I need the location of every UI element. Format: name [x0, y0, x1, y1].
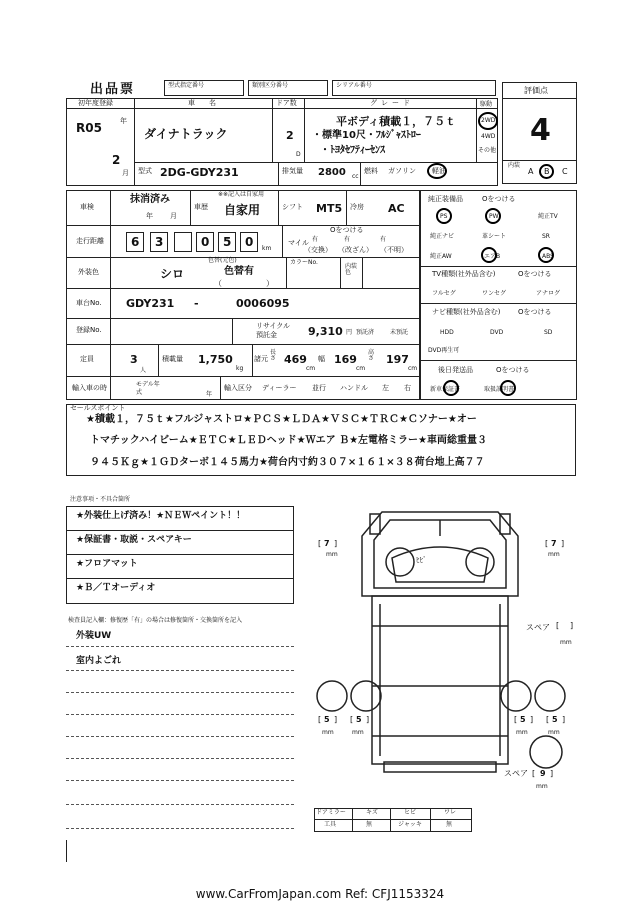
- mileage-digit: 5: [223, 235, 232, 249]
- class-label: 類別区分番号: [252, 82, 289, 89]
- model-cert-label: 型式指定番号: [168, 82, 205, 89]
- color-value: シロ: [160, 267, 185, 281]
- drive-label: 駆動: [480, 101, 493, 108]
- mileage-digit: 0: [201, 235, 210, 249]
- note-item: ★フロアマット: [76, 559, 138, 569]
- manual-circle: [500, 380, 516, 396]
- form-title: 出品票: [90, 82, 136, 97]
- note-item: ★保証書・取説・スペアキー: [76, 535, 192, 545]
- notes-label: 注意事項・不具合箇所: [70, 496, 131, 503]
- inspector-label: 検査員記入欄：修復歴「有」の場合は修復箇所・交換箇所を記入: [68, 617, 243, 624]
- truck-diagram: [300, 496, 580, 806]
- airbag-circle: [481, 247, 497, 263]
- drive-circle-mark: [478, 112, 498, 130]
- model-label: 型式: [138, 167, 152, 175]
- mileage-digit: 6: [131, 235, 140, 249]
- fuel-label: 燃料: [364, 167, 378, 175]
- grade-line-2: ・標準10尺・ﾌﾙｼﾞｬｽﾄﾛｰ: [312, 130, 421, 141]
- inspection-label: 車検: [80, 203, 94, 211]
- tire-fr: 7: [551, 539, 557, 548]
- first-reg-month: 2: [112, 153, 121, 167]
- tire-rl-1: 5: [324, 715, 330, 724]
- fuel-circle-mark: [427, 163, 447, 179]
- ps-circle: [436, 208, 452, 224]
- car-name-label: 車名: [188, 99, 230, 107]
- model-value: 2DG-GDY231: [160, 166, 239, 179]
- inspection-value: 抹消済み: [130, 194, 170, 205]
- length-value: 469: [284, 353, 307, 366]
- car-name: ダイナトラック: [144, 127, 228, 141]
- sales-line-3: ９４５Ｋｇ★１ＧＤターボ１４５馬力★荷台内寸約３０７×１６１×３８荷台地上高７７: [90, 457, 485, 468]
- footer-watermark: www.CarFromJapan.com Ref: CFJ1153324: [195, 887, 445, 901]
- capacity-value: 3: [130, 353, 138, 366]
- height-value: 197: [386, 353, 409, 366]
- import-label: 輸入車の時: [72, 384, 107, 392]
- mileage-label: 走行距離: [76, 237, 104, 245]
- tire-rr-2: 5: [552, 715, 558, 724]
- tire-fl: 7: [324, 539, 330, 548]
- mileage-digit: 0: [245, 235, 254, 249]
- front-damage-label: ﾋﾋﾞ: [416, 556, 427, 564]
- serial-label: シリアル番号: [336, 82, 372, 89]
- grade-label: グレード: [370, 99, 414, 107]
- width-value: 169: [334, 353, 357, 366]
- tire-rr-1: 5: [520, 715, 526, 724]
- capacity-label: 定員: [80, 355, 94, 363]
- shift-value: MT5: [316, 202, 343, 215]
- first-reg-label: 初年度登録: [78, 99, 113, 107]
- reg-label: 登録No.: [76, 326, 102, 334]
- doors-value: 2: [286, 129, 294, 142]
- sales-line-2: トマチックハイビーム★ＥＴＣ★ＬＥＤヘッド★Ｗエア Ｂ★左電格ミラー★車両総重量３: [90, 435, 488, 446]
- interior-grade-circle: [539, 164, 554, 179]
- chassis-number: 0006095: [236, 297, 290, 310]
- tire-rl-2: 5: [356, 715, 362, 724]
- color-change: 色替有: [224, 266, 254, 277]
- spare-tire-value: 9: [540, 769, 546, 778]
- note-item: ★外装仕上げ済み！★ＮＥＷペイント！！: [76, 511, 246, 521]
- sales-line-1: ★積載１，７５ｔ★フルジャストロ★ＰＣＳ★ＬＤＡ★ＶＳＣ★ＴＲＣ★Ｃソナー★オー: [86, 414, 477, 425]
- abs-circle: [538, 247, 554, 263]
- pw-circle: [485, 208, 501, 224]
- chassis-model: GDY231: [126, 297, 175, 310]
- load-value: 1,750: [198, 353, 233, 366]
- recycle-value: 9,310: [308, 325, 343, 338]
- displacement-label: 排気量: [282, 167, 303, 175]
- mileage-digit: 3: [155, 235, 164, 249]
- chassis-label: 車台No.: [76, 299, 102, 307]
- inspector-item: 室内よごれ: [76, 656, 122, 666]
- grade-line-1: 平ボディ積載１，７５ｔ: [336, 115, 457, 128]
- inspector-item: 外装UW: [76, 631, 112, 641]
- warranty-circle: [443, 380, 459, 396]
- sales-label: セールスポイント: [70, 404, 126, 412]
- color-label: 外装色: [78, 268, 99, 276]
- displacement-value: 2800: [318, 167, 346, 178]
- grade-line-3: ・ﾄﾖﾀｾﾌﾃｨｰｾﾝｽ: [320, 145, 385, 156]
- purpose-value: 自家用: [224, 203, 261, 217]
- first-reg-year: R05: [76, 121, 102, 135]
- score-value: 4: [530, 113, 551, 148]
- score-label: 評価点: [524, 86, 548, 95]
- note-item: ★Ｂ／Ｔオーディオ: [76, 583, 156, 593]
- ac-value: AC: [388, 202, 405, 215]
- doors-label: ドア数: [276, 99, 297, 107]
